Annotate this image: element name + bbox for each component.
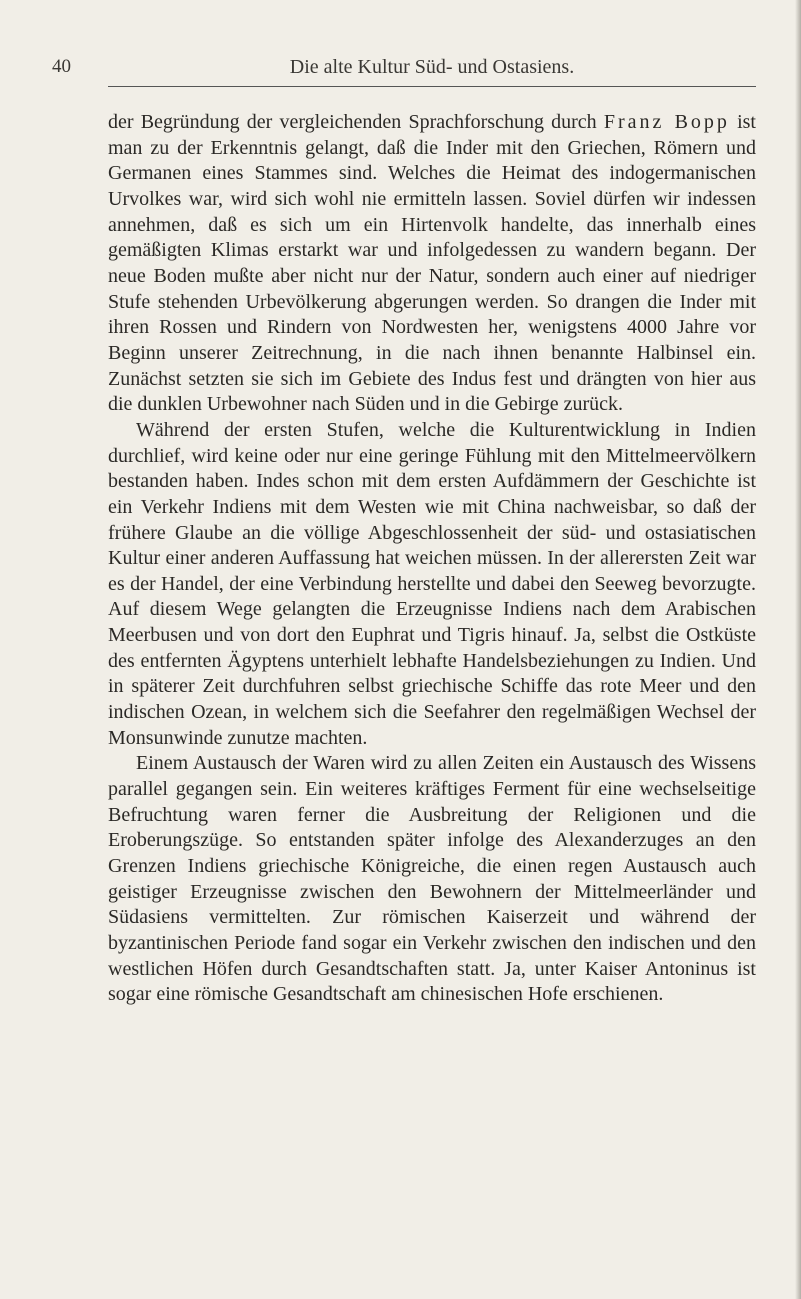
page-header <box>52 56 756 90</box>
person-name: Franz Bopp <box>603 111 730 133</box>
page-number: 40 <box>52 56 71 77</box>
paragraph-2: Während der ersten Stufen, welche die Kulturentwicklung in Indien durchlief, wird keine oder nur eine geringe Fühlung mit den Mittelmeervölkern bestanden haben. Indes schon mit dem ersten Aufdämmern der Geschichte ist ein Verkehr Indiens mit dem Westen wie mit China nachweisbar, so daß der frühere Glaube an die völlige Abgeschlossenheit der süd- und ostasiatischen Kultur einer anderen Auffassung hat weichen müssen. In der allerersten Zeit war es der Handel, der eine Verbindung herstellte und dabei den Seeweg bevorzugte. Auf diesem Wege gelangten die Erzeugnisse Indiens nach dem Arabischen Meerbusen und von dort den Euphrat und Tigris hinauf. Ja, selbst die Ostküste des entfernten Ägyptens unterhielt lebhafte Handelsbeziehungen zu Indien. Und in späterer Zeit durchfuhren selbst griechische Schiffe das rote Meer und den indischen Ozean, in welchem sich die Seefahrer den regelmäßigen Wechsel der Monsunwinde zunutze machten. <box>108 418 756 749</box>
paragraph-1-lead: der Begründung der vergleichenden Sprachforschung durch <box>108 111 604 133</box>
page-edge-shadow <box>795 0 801 1299</box>
paragraph-1-rest: ist man zu der Erkenntnis gelangt, daß die Inder mit den Griechen, Römern und Germanen eines Stammes sind. Welches die Heimat des indogermanischen Urvolkes war, wird sich wohl nie ermitteln lassen. Soviel dürfen wir indessen annehmen, daß es sich um ein Hirtenvolk handelte, das innerhalb eines gemäßigten Klimas erstarkt war und infolgedessen zu wandern begann. Der neue Boden mußte aber nicht nur der Natur, sondern auch einer auf niedriger Stufe stehenden Urbevölkerung abgerungen werden. So drangen die Inder mit ihren Rossen und Rindern von Nordwesten her, wenigstens 4000 Jahre vor Beginn unserer Zeitrechnung, in die nach ihnen benannte Halbinsel ein. Zunächst setzten sie sich im Gebiete des Indus fest und drängten von hier aus die dunklen Urbewohner nach Süden und in die Gebirge zurück. <box>108 111 756 416</box>
paragraph-3: Einem Austausch der Waren wird zu allen Zeiten ein Austausch des Wissens parallel gegangen sein. Ein weiteres kräftiges Ferment für eine wechselseitige Befruchtung waren ferner die Ausbreitung der Religionen und die Eroberungszüge. So entstanden später infolge des Alexanderzuges an den Grenzen Indiens griechische Königreiche, die einen regen Austausch auch geistiger Erzeugnisse zwischen den Bewohnern der Mittelmeerländer und Südasiens vermittelten. Zur römischen Kaiserzeit und während der byzantinischen Periode fand sogar ein Verkehr zwischen den indischen und den westlichen Höfen durch Gesandtschaften statt. Ja, unter Kaiser Antoninus ist sogar eine römische Gesandtschaft am chinesischen Hofe erschienen. <box>108 752 756 1006</box>
paragraph-1 <box>108 110 756 418</box>
running-head: Die alte Kultur Süd- und Ostasiens. <box>289 56 575 78</box>
body-text <box>108 110 756 1008</box>
header-rule <box>108 86 756 87</box>
